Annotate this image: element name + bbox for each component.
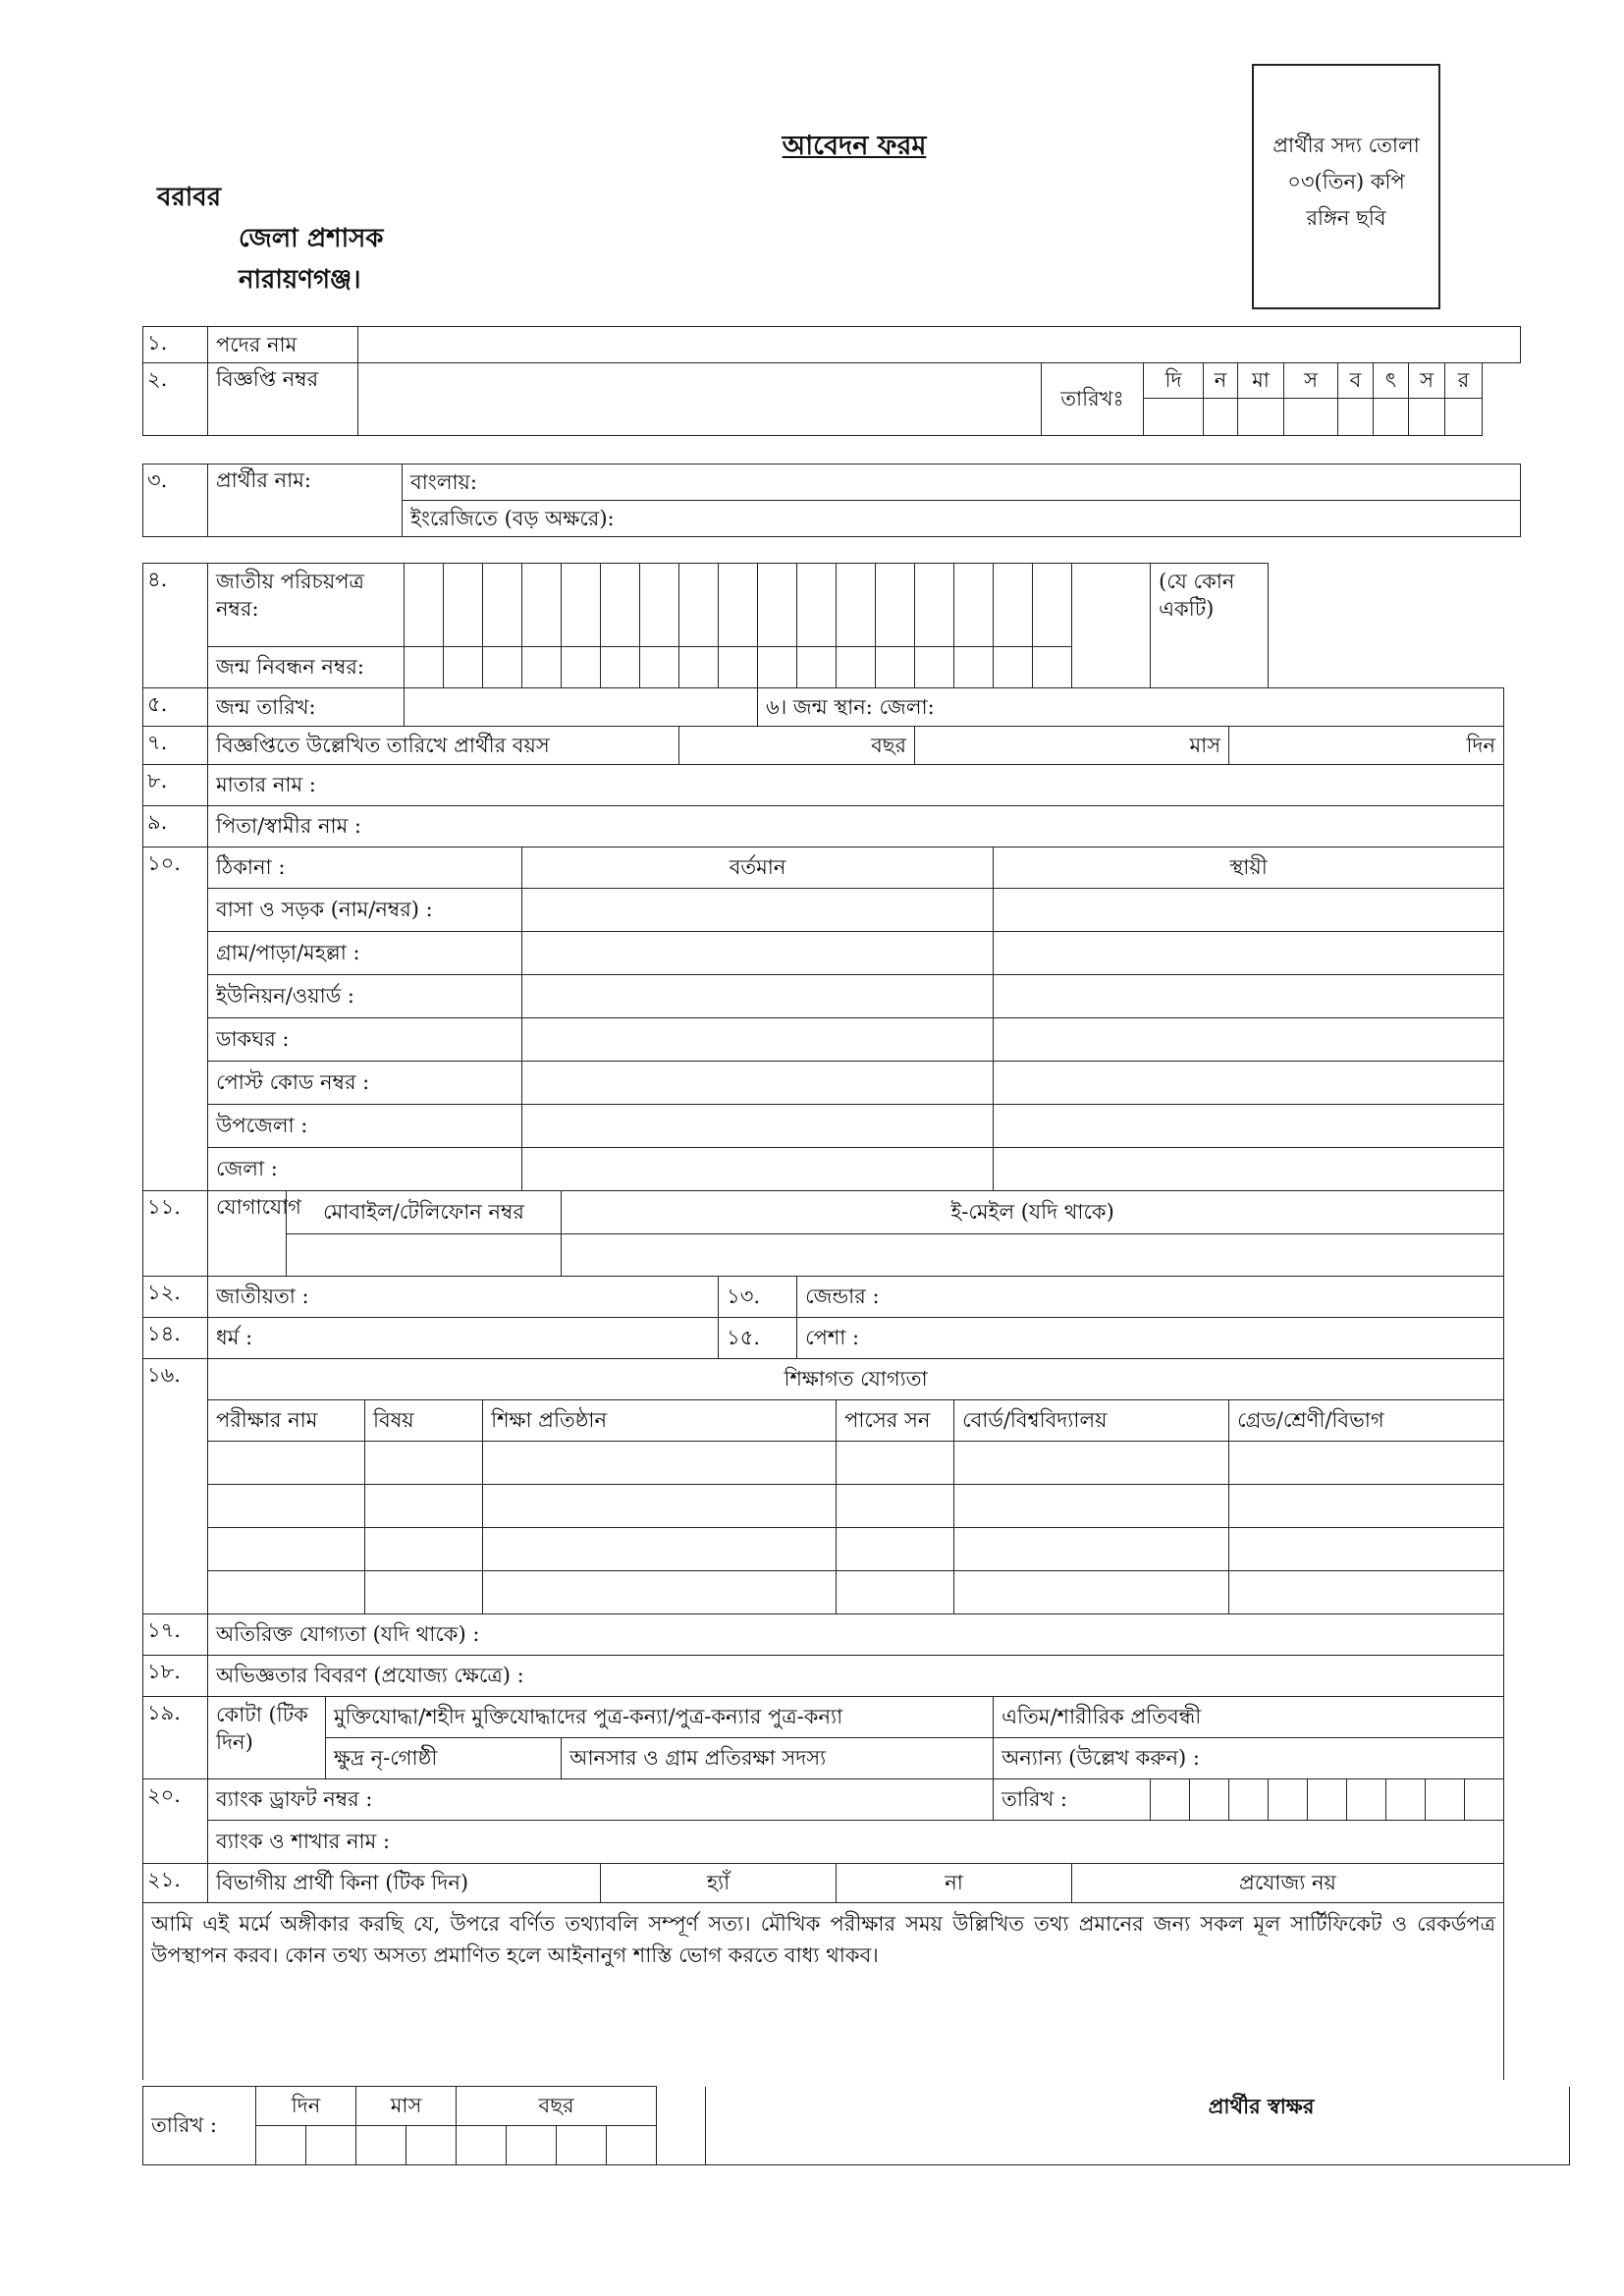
date-input-cell[interactable]	[1284, 399, 1338, 436]
edu-cell[interactable]	[1229, 1485, 1504, 1528]
main-table	[142, 563, 1560, 2080]
quota-freedom-fighter[interactable]: মুক্তিযোদ্ধা/শহীদ মুক্তিযোদ্ধাদের পুত্র-কন্যা/পুত্র-কন্যার পুত্র-কন্যা	[326, 1697, 994, 1738]
photo-line-1: প্রার্থীর সদ্য তোলা	[1272, 133, 1420, 157]
footer-month: মাস	[356, 2087, 457, 2126]
circular-no-label: বিজ্ঞপ্তি নম্বর	[208, 363, 358, 436]
edu-cell[interactable]	[483, 1485, 837, 1528]
bank-date-cell[interactable]	[1426, 1779, 1465, 1821]
birth-reg-digit-cell[interactable]	[483, 647, 522, 688]
present-address-field[interactable]	[522, 1105, 994, 1148]
departmental-no[interactable]: না	[837, 1864, 1072, 1903]
nid-digit-cell[interactable]	[483, 564, 522, 647]
mother-name-field[interactable]: মাতার নাম :	[208, 765, 1504, 806]
declaration-text: আমি এই মর্মে অঙ্গীকার করছি যে, উপরে বর্ণিত তথ্যাবলি সম্পূর্ণ সত্য। মৌখিক পরীক্ষার সময় উল্লিখিত তথ্য প্রমানের জন্য সকল মূল সার্টিফিকেট ও রেকর্ডপত্র উপস্থাপন করব। কোন তথ্য অসত্য প্রমাণিত হলে আইনানুগ শাস্তি ভোগ করতে বাধ্য থাকব।	[143, 1903, 1504, 2080]
birth-reg-digit-cell[interactable]	[758, 647, 797, 688]
edu-cell[interactable]	[483, 1571, 837, 1614]
dob-label: জন্ম তারিখ:	[208, 688, 405, 727]
num-15: ১৫.	[719, 1318, 797, 1359]
age-day[interactable]: দিন	[1229, 727, 1504, 765]
edu-cell[interactable]	[208, 1571, 365, 1614]
photo-line-3: রঙ্গিন ছবি	[1306, 205, 1386, 230]
nid-digit-cell[interactable]	[719, 564, 758, 647]
date-cell: ব	[1338, 363, 1374, 399]
edu-cell[interactable]	[1229, 1442, 1504, 1485]
footer-date-cell[interactable]	[557, 2126, 607, 2165]
edu-cell[interactable]	[954, 1571, 1229, 1614]
birth-reg-digit-cell[interactable]	[954, 647, 994, 688]
nid-label: জাতীয় পরিচয়পত্র নম্বর:	[208, 564, 405, 647]
father-name-field[interactable]: পিতা/স্বামীর নাম :	[208, 806, 1504, 847]
birth-reg-digit-cell[interactable]	[915, 647, 954, 688]
bank-date-label: তারিখ :	[994, 1779, 1151, 1821]
post-table	[142, 326, 1521, 436]
quota-label: কোটা (টিক দিন)	[208, 1697, 326, 1779]
circular-no-field[interactable]	[358, 363, 1042, 436]
age-year[interactable]: বছর	[679, 727, 915, 765]
date-input-cell[interactable]	[1445, 399, 1483, 436]
present-address-field[interactable]	[522, 932, 994, 975]
permanent-address-field[interactable]	[994, 1018, 1504, 1062]
name-bangla-field[interactable]: বাংলায়:	[403, 465, 1521, 501]
num-14: ১৪.	[143, 1318, 208, 1359]
address-row-label: উপজেলা :	[208, 1105, 522, 1148]
date-cell: দি	[1144, 363, 1204, 399]
edu-row	[143, 1571, 1560, 1614]
num-8: ৮.	[143, 765, 208, 806]
present-address-field[interactable]	[522, 1018, 994, 1062]
birth-reg-label: জন্ম নিবন্ধন নম্বর:	[208, 647, 405, 688]
dob-field[interactable]	[405, 688, 758, 727]
edu-cell[interactable]	[365, 1571, 483, 1614]
quota-orphan-disabled[interactable]: এতিম/শারীরিক প্রতিবন্ধী	[994, 1697, 1504, 1738]
nid-digit-cell[interactable]	[405, 564, 444, 647]
num-7: ৭.	[143, 727, 208, 765]
permanent-address-field[interactable]	[994, 1062, 1504, 1105]
mobile-header: মোবাইল/টেলিফোন নম্বর	[287, 1191, 562, 1234]
photo-box	[1252, 64, 1440, 309]
num-13: ১৩.	[719, 1277, 797, 1318]
departmental-yes[interactable]: হ্যাঁ	[601, 1864, 837, 1903]
footer-date-cell[interactable]	[256, 2126, 306, 2165]
address-row-label: বাসা ও সড়ক (নাম/নম্বর) :	[208, 889, 522, 932]
edu-cell[interactable]	[365, 1485, 483, 1528]
date-input-cell[interactable]	[1238, 399, 1284, 436]
name-table	[142, 464, 1521, 537]
nid-digit-cell[interactable]	[522, 564, 562, 647]
present-address-field[interactable]	[522, 1062, 994, 1105]
permanent-address-field[interactable]	[994, 889, 1504, 932]
departmental-na[interactable]: প্রযোজ্য নয়	[1072, 1864, 1504, 1903]
birth-reg-digit-cell[interactable]	[444, 647, 483, 688]
num-21: ২১.	[143, 1864, 208, 1903]
birth-reg-digit-cell[interactable]	[837, 647, 876, 688]
num-20: ২০.	[143, 1779, 208, 1864]
permanent-address-header: স্থায়ী	[994, 847, 1504, 889]
any-one-note: (যে কোন একটি)	[1151, 564, 1269, 688]
date-cell: স	[1284, 363, 1338, 399]
form-title: আবেদন ফরম	[782, 131, 927, 161]
birth-reg-digit-cell[interactable]	[679, 647, 719, 688]
edu-cell[interactable]	[208, 1485, 365, 1528]
num-11: ১১.	[143, 1191, 208, 1277]
nid-digit-cell[interactable]	[994, 564, 1033, 647]
post-name-label: পদের নাম	[208, 327, 358, 363]
edu-cell[interactable]	[837, 1442, 954, 1485]
nid-digit-cell[interactable]	[679, 564, 719, 647]
edu-cell[interactable]	[365, 1442, 483, 1485]
birth-reg-digit-cell[interactable]	[994, 647, 1033, 688]
footer-year: বছর	[457, 2087, 657, 2126]
date-input-cell[interactable]	[1374, 399, 1409, 436]
birth-reg-digit-cell[interactable]	[522, 647, 562, 688]
nid-digit-cell[interactable]	[876, 564, 915, 647]
num-10: ১০.	[143, 847, 208, 1191]
extra-qualification-field[interactable]: অতিরিক্ত যোগ্যতা (যদি থাকে) :	[208, 1614, 1504, 1656]
address-row-label: পোস্ট কোড নম্বর :	[208, 1062, 522, 1105]
birthplace-label[interactable]: ৬। জন্ম স্থান: জেলা:	[758, 688, 1504, 727]
edu-cell[interactable]	[837, 1528, 954, 1571]
footer-date-label: তারিখ :	[143, 2087, 256, 2165]
address-row-label: গ্রাম/পাড়া/মহল্লা :	[208, 932, 522, 975]
departmental-label: বিভাগীয় প্রার্থী কিনা (টিক দিন)	[208, 1864, 601, 1903]
edu-cell[interactable]	[954, 1528, 1229, 1571]
edu-cell[interactable]	[954, 1442, 1229, 1485]
num-19: ১৯.	[143, 1697, 208, 1779]
birth-reg-digit-cell[interactable]	[601, 647, 640, 688]
to-label: বরাবর	[157, 183, 222, 212]
email-header: ই-মেইল (যদি থাকে)	[562, 1191, 1504, 1234]
footer-date-cell[interactable]	[507, 2126, 557, 2165]
age-label: বিজ্ঞপ্তিতে উল্লেখিত তারিখে প্রার্থীর বয়স	[208, 727, 679, 765]
to-line-1: জেলা প্রশাসক	[239, 224, 384, 253]
edu-col-board: বোর্ড/বিশ্ববিদ্যালয়	[954, 1400, 1229, 1442]
bank-date-cell[interactable]	[1269, 1779, 1308, 1821]
bank-branch-field[interactable]: ব্যাংক ও শাখার নাম :	[208, 1821, 1504, 1864]
birth-reg-digit-cell[interactable]	[562, 647, 601, 688]
address-label: ঠিকানা :	[208, 847, 522, 889]
mobile-field[interactable]	[287, 1234, 562, 1277]
footer-date-cell[interactable]	[306, 2126, 356, 2165]
nid-spacer	[1072, 564, 1151, 688]
nid-digit-cell[interactable]	[758, 564, 797, 647]
education-header: শিক্ষাগত যোগ্যতা	[208, 1359, 1504, 1400]
nid-digit-cell[interactable]	[954, 564, 994, 647]
date-cell: মা	[1238, 363, 1284, 399]
religion-field[interactable]: ধর্ম :	[208, 1318, 719, 1359]
num-1: ১.	[143, 327, 208, 363]
nid-digit-cell[interactable]	[444, 564, 483, 647]
footer-spacer	[657, 2087, 706, 2126]
nid-digit-cell[interactable]	[1033, 564, 1072, 647]
date-input-cell[interactable]	[1409, 399, 1445, 436]
nid-digit-cell[interactable]	[640, 564, 679, 647]
nid-digit-cell[interactable]	[915, 564, 954, 647]
permanent-address-field[interactable]	[994, 1148, 1504, 1191]
edu-cell[interactable]	[1229, 1528, 1504, 1571]
bank-date-cell[interactable]	[1229, 1779, 1269, 1821]
to-line-2: নারায়ণগঞ্জ।	[239, 265, 361, 295]
birth-reg-digit-cell[interactable]	[405, 647, 444, 688]
edu-col-subject: বিষয়	[365, 1400, 483, 1442]
contact-label: যোগাযোগ	[208, 1191, 287, 1277]
address-row-label: জেলা :	[208, 1148, 522, 1191]
edu-cell[interactable]	[1229, 1571, 1504, 1614]
experience-field[interactable]: অভিজ্ঞতার বিবরণ (প্রযোজ্য ক্ষেত্রে) :	[208, 1656, 1504, 1697]
bank-date-cell[interactable]	[1386, 1779, 1426, 1821]
edu-row	[143, 1442, 1560, 1485]
num-18: ১৮.	[143, 1656, 208, 1697]
nid-digit-cell[interactable]	[797, 564, 837, 647]
bank-date-cell[interactable]	[1347, 1779, 1386, 1821]
footer-day: দিন	[256, 2087, 356, 2126]
edu-col-institution: শিক্ষা প্রতিষ্ঠান	[483, 1400, 837, 1442]
date-cell: স	[1409, 363, 1445, 399]
edu-col-year: পাসের সন	[837, 1400, 954, 1442]
bank-date-cell[interactable]	[1151, 1779, 1190, 1821]
permanent-address-field[interactable]	[994, 932, 1504, 975]
bank-date-cell[interactable]	[1308, 1779, 1347, 1821]
num-16: ১৬.	[143, 1359, 208, 1614]
signature-label: প্রার্থীর স্বাক্ষর	[706, 2087, 1570, 2165]
footer-date-cell[interactable]	[356, 2126, 406, 2165]
edu-cell[interactable]	[208, 1528, 365, 1571]
applicant-name-label: প্রার্থীর নাম:	[208, 465, 403, 537]
edu-col-exam: পরীক্ষার নাম	[208, 1400, 365, 1442]
edu-cell[interactable]	[837, 1485, 954, 1528]
date-cell: র	[1445, 363, 1483, 399]
post-name-field[interactable]	[358, 327, 1521, 363]
num-3: ৩.	[143, 465, 208, 537]
date-input-cell[interactable]	[1144, 399, 1204, 436]
address-row-label: ইউনিয়ন/ওয়ার্ড :	[208, 975, 522, 1018]
present-address-header: বর্তমান	[522, 847, 994, 889]
occupation-field[interactable]: পেশা :	[797, 1318, 1504, 1359]
present-address-field[interactable]	[522, 1148, 994, 1191]
footer-spacer	[657, 2126, 706, 2165]
nationality-field[interactable]: জাতীয়তা :	[208, 1277, 719, 1318]
edu-cell[interactable]	[837, 1571, 954, 1614]
circular-date-label: তারিখঃ	[1042, 363, 1144, 436]
num-12: ১২.	[143, 1277, 208, 1318]
birth-reg-digit-cell[interactable]	[640, 647, 679, 688]
num-9: ৯.	[143, 806, 208, 847]
footer-date-cell[interactable]	[457, 2126, 507, 2165]
quota-ansar-vdp[interactable]: আনসার ও গ্রাম প্রতিরক্ষা সদস্য	[562, 1738, 994, 1779]
permanent-address-field[interactable]	[994, 975, 1504, 1018]
date-cell: ৎ	[1374, 363, 1409, 399]
num-5: ৫.	[143, 688, 208, 727]
age-month[interactable]: মাস	[915, 727, 1229, 765]
footer-date-cell[interactable]	[406, 2126, 457, 2165]
date-cell: ন	[1204, 363, 1238, 399]
quota-ethnic-minority[interactable]: ক্ষুদ্র নৃ-গোষ্ঠী	[326, 1738, 562, 1779]
present-address-field[interactable]	[522, 889, 994, 932]
bank-date-cell[interactable]	[1190, 1779, 1229, 1821]
name-english-field[interactable]: ইংরেজিতে (বড় অক্ষরে):	[403, 501, 1521, 537]
edu-col-grade: গ্রেড/শ্রেণী/বিভাগ	[1229, 1400, 1504, 1442]
address-row-label: ডাকঘর :	[208, 1018, 522, 1062]
nid-digit-cell[interactable]	[562, 564, 601, 647]
nid-digit-cell[interactable]	[837, 564, 876, 647]
birth-reg-digit-cell[interactable]	[797, 647, 837, 688]
birth-reg-digit-cell[interactable]	[719, 647, 758, 688]
gender-field[interactable]: জেন্ডার :	[797, 1277, 1504, 1318]
quota-other[interactable]: অন্যান্য (উল্লেখ করুন) :	[994, 1738, 1504, 1779]
edu-row	[143, 1485, 1560, 1528]
edu-cell[interactable]	[208, 1442, 365, 1485]
footer-date-cell[interactable]	[607, 2126, 657, 2165]
birth-reg-digit-cell[interactable]	[876, 647, 915, 688]
footer-table	[142, 2086, 1570, 2165]
present-address-field[interactable]	[522, 975, 994, 1018]
date-input-cell[interactable]	[1204, 399, 1238, 436]
bank-draft-field[interactable]: ব্যাংক ড্রাফট নম্বর :	[208, 1779, 994, 1821]
edu-cell[interactable]	[483, 1442, 837, 1485]
email-field[interactable]	[562, 1234, 1504, 1277]
date-input-cell[interactable]	[1338, 399, 1374, 436]
photo-line-2: ০৩(তিন) কপি	[1287, 169, 1405, 193]
edu-row	[143, 1528, 1560, 1571]
edu-cell[interactable]	[365, 1528, 483, 1571]
birth-reg-digit-cell[interactable]	[1033, 647, 1072, 688]
nid-digit-cell[interactable]	[601, 564, 640, 647]
permanent-address-field[interactable]	[994, 1105, 1504, 1148]
num-17: ১৭.	[143, 1614, 208, 1656]
num-4: ৪.	[143, 564, 208, 688]
edu-cell[interactable]	[483, 1528, 837, 1571]
num-2: ২.	[143, 363, 208, 436]
bank-date-cell[interactable]	[1465, 1779, 1504, 1821]
edu-cell[interactable]	[954, 1485, 1229, 1528]
